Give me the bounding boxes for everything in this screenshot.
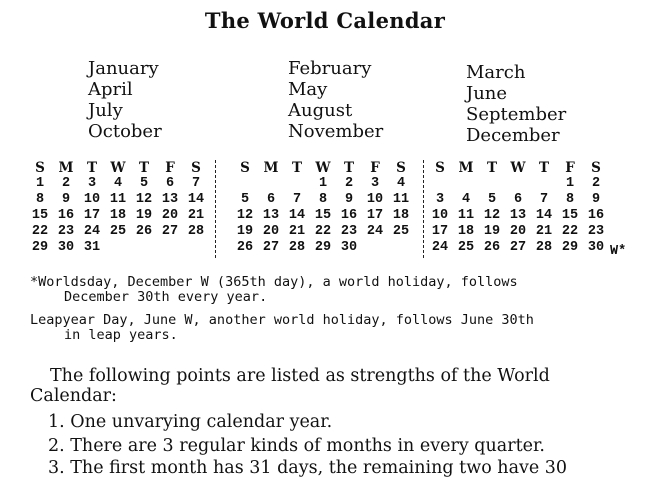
worldsday-note (30, 275, 636, 305)
day-cell: 12 (135, 192, 153, 207)
day-cell: 6 (165, 176, 175, 191)
day-cell: 3 (435, 192, 445, 207)
day-cell: 3 (370, 176, 380, 191)
day-cell: 21 (187, 208, 205, 223)
month-group-3 (466, 62, 566, 146)
day-cell: 22 (31, 224, 49, 239)
day-cell: 24 (366, 224, 384, 239)
day-cell: 4 (461, 192, 471, 207)
day-cell: 25 (392, 224, 410, 239)
month-label: March (466, 62, 526, 83)
day-cell: 1 (318, 176, 328, 191)
weekday-label: T (343, 160, 355, 176)
day-cell: 1 (565, 176, 575, 191)
day-cell: 5 (240, 192, 250, 207)
day-cell: 10 (83, 192, 101, 207)
month-label: July (88, 100, 123, 121)
note-line: *Worldsday, December W (365th day), a world holiday, follows (30, 274, 518, 290)
day-cell: 30 (587, 240, 605, 255)
day-cell: 15 (314, 208, 332, 223)
day-cell: 19 (135, 208, 153, 223)
day-cell: 19 (236, 224, 254, 239)
day-cell: 16 (340, 208, 358, 223)
day-cell: 7 (292, 192, 302, 207)
day-cell: 2 (344, 176, 354, 191)
day-cell: 3 (87, 176, 97, 191)
day-cell: 8 (565, 192, 575, 207)
day-cell: 30 (57, 240, 75, 255)
note-line: Leapyear Day, June W, another world holiday, follows June 30th (30, 312, 534, 328)
day-cell: 6 (513, 192, 523, 207)
weekday-label: M (263, 160, 279, 176)
weekday-label: T (538, 160, 550, 176)
day-cell: 30 (340, 240, 358, 255)
weekday-label: M (58, 160, 74, 176)
month-label: January (88, 58, 159, 79)
day-cell: 29 (31, 240, 49, 255)
intro-paragraph (30, 366, 636, 406)
column-divider (423, 160, 424, 258)
day-cell: 20 (161, 208, 179, 223)
day-cell: 23 (340, 224, 358, 239)
day-cell: 9 (61, 192, 71, 207)
page-title: The World Calendar (204, 8, 446, 33)
day-cell: 7 (191, 176, 201, 191)
day-cell: 28 (187, 224, 205, 239)
day-cell: 27 (262, 240, 280, 255)
worldsday-marker: W* (610, 244, 627, 259)
weekday-label: S (396, 160, 406, 176)
day-cell: 13 (161, 192, 179, 207)
day-cell: 21 (535, 224, 553, 239)
weekday-label: S (35, 160, 45, 176)
day-cell: 12 (483, 208, 501, 223)
day-cell: 14 (288, 208, 306, 223)
day-cell: 8 (318, 192, 328, 207)
day-cell: 23 (587, 224, 605, 239)
day-cell: 10 (366, 192, 384, 207)
day-cell: 15 (561, 208, 579, 223)
weekday-label: T (138, 160, 150, 176)
weekday-label: M (458, 160, 474, 176)
day-cell: 21 (288, 224, 306, 239)
weekday-label: W (510, 160, 526, 176)
month-label: November (288, 121, 384, 142)
day-cell: 18 (457, 224, 475, 239)
day-cell: 5 (487, 192, 497, 207)
day-cell: 17 (366, 208, 384, 223)
day-cell: 16 (587, 208, 605, 223)
weekday-label: W (315, 160, 331, 176)
day-cell: 1 (35, 176, 45, 191)
note-line: in leap years. (64, 327, 178, 343)
day-cell: 15 (31, 208, 49, 223)
day-cell: 18 (392, 208, 410, 223)
weekday-label: T (86, 160, 98, 176)
weekday-label: T (486, 160, 498, 176)
day-cell: 9 (344, 192, 354, 207)
weekday-label: T (291, 160, 303, 176)
day-cell: 12 (236, 208, 254, 223)
day-cell: 27 (161, 224, 179, 239)
day-cell: 8 (35, 192, 45, 207)
day-cell: 27 (509, 240, 527, 255)
weekday-label: S (240, 160, 250, 176)
day-cell: 26 (236, 240, 254, 255)
day-cell: 29 (561, 240, 579, 255)
month-label: December (466, 125, 560, 146)
month-label: September (466, 104, 567, 125)
day-cell: 14 (187, 192, 205, 207)
column-divider (215, 160, 216, 258)
day-cell: 13 (509, 208, 527, 223)
day-cell: 6 (266, 192, 276, 207)
month-label: February (288, 58, 372, 79)
month-label: June (466, 83, 508, 104)
month-group-1 (88, 58, 162, 142)
day-cell: 4 (396, 176, 406, 191)
month-label: April (88, 79, 133, 100)
day-cell: 22 (314, 224, 332, 239)
day-cell: 2 (591, 176, 601, 191)
day-cell: 31 (83, 240, 101, 255)
weekday-label: F (165, 160, 175, 176)
day-cell: 11 (457, 208, 475, 223)
day-cell: 29 (314, 240, 332, 255)
day-cell: 10 (431, 208, 449, 223)
day-cell: 20 (262, 224, 280, 239)
paragraph-line: The following points are listed as strengths of the World (50, 366, 550, 386)
day-cell: 4 (113, 176, 123, 191)
weekday-label: F (370, 160, 380, 176)
month-label: August (288, 100, 353, 121)
day-cell: 19 (483, 224, 501, 239)
weekday-label: S (435, 160, 445, 176)
day-cell: 18 (109, 208, 127, 223)
day-cell: 28 (535, 240, 553, 255)
day-cell: 23 (57, 224, 75, 239)
day-cell: 9 (591, 192, 601, 207)
list-item: 2. There are 3 regular kinds of months in every quarter. (48, 436, 545, 456)
day-cell: 24 (431, 240, 449, 255)
day-cell: 24 (83, 224, 101, 239)
day-cell: 25 (457, 240, 475, 255)
day-cell: 14 (535, 208, 553, 223)
weekday-label: F (565, 160, 575, 176)
day-cell: 11 (109, 192, 127, 207)
weekday-label: S (191, 160, 201, 176)
weekday-label: S (591, 160, 601, 176)
day-cell: 17 (83, 208, 101, 223)
month-group-2 (288, 58, 383, 142)
month-label: October (88, 121, 162, 142)
day-cell: 5 (139, 176, 149, 191)
day-cell: 13 (262, 208, 280, 223)
day-cell: 22 (561, 224, 579, 239)
day-cell: 16 (57, 208, 75, 223)
day-cell: 25 (109, 224, 127, 239)
day-cell: 7 (539, 192, 549, 207)
day-cell: 26 (135, 224, 153, 239)
day-cell: 17 (431, 224, 449, 239)
leapyear-note (30, 313, 636, 343)
day-cell: 28 (288, 240, 306, 255)
note-line: December 30th every year. (64, 289, 268, 305)
weekday-label: W (110, 160, 126, 176)
day-cell: 20 (509, 224, 527, 239)
day-cell: 2 (61, 176, 71, 191)
day-cell: 11 (392, 192, 410, 207)
paragraph-line: Calendar: (30, 386, 117, 406)
month-label: May (288, 79, 328, 100)
day-cell: 26 (483, 240, 501, 255)
list-item: 1. One unvarying calendar year. (48, 412, 333, 432)
list-item: 3. The first month has 31 days, the remaining two have 30 (48, 458, 568, 478)
